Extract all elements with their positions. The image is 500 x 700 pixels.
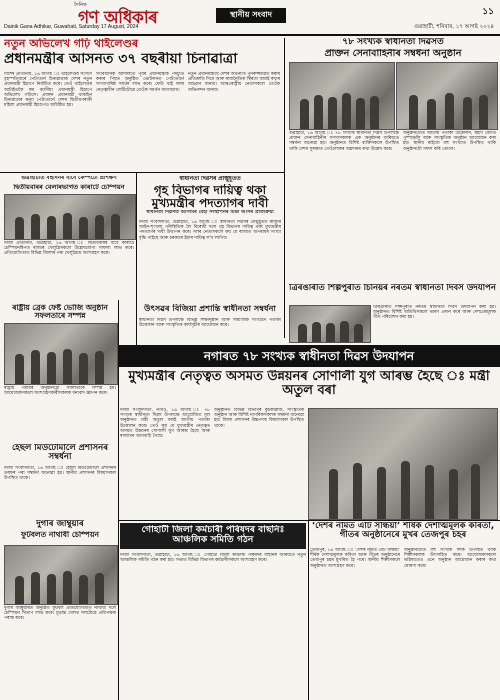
lead-kicker: নতুন অভিলেখ গঢ়ি থাইলেণ্ডৰ [4, 38, 139, 50]
durga-body: দুৰ্গাৰ জাম্বুয়াৰত অনুষ্ঠিত ফুটবল প্ৰতিযোগিতাত নাথাবী দলে চেম্পিয়ন খিতাপ লাভ কৰে। চূড়ান্ত খেলত দলটোৱে প্ৰতিপক্ষক পৰাস্ত কৰে। [4, 606, 116, 622]
cm-body-col2: অনুষ্ঠানত বিভিন্ন বিভাগৰ কুচকাৱাজ, সাংস্কৃতিক অনুষ্ঠান আৰু বিশিষ্ট নাগৰিকসকলক সম্বৰ্ধনা জনোৱা হয়। জিলা প্ৰশাসনৰ উচ্চপদস্থ বিষয়াসকল উপস্থিত থাকে। [214, 408, 304, 429]
cm-photo [308, 408, 498, 520]
ex-army-headline: প্ৰাক্তন সেনাবাহিনীৰ সম্বৰ্ধনা অনুষ্ঠান [324, 49, 462, 59]
home-dept-body: নিজা সংবাদদাতা, গুৱাহাটী, ১৬ আগষ্ট ঃ স্বাধীনতা দিৱসৰ প্ৰাক্মুহূৰ্তত ৰাজ্যৰ আইন-শৃংখলা পৰিস্থিতিক লৈ বিৰোধী দলে গৃহ বিভাগৰ দায়িত্ব থকা মুখ্যমন্ত্ৰীৰ পদত্যাগৰ দাবী উত্থাপন কৰে। দলৰ নেতাসকলে কয় যে ৰাজ্যত অপৰাধৰ সংখ্যা বৃদ্ধি পাইছে আৰু চৰকাৰে ইয়াৰ দায়িত্ব ল'ব লাগিব। [139, 220, 281, 241]
page-number: ১১ [482, 7, 494, 17]
home-dept-kicker: স্বাধীনতা দিৱসৰ প্ৰাক্মুহূৰ্তত [179, 176, 241, 182]
desh-body-col2: অনুষ্ঠানটোত বহু সংখ্যক দৰ্শক উপস্থিত থাকি শিল্পীসকলক উৎসাহিত কৰে। আয়োজকসকলে ভৱিষ্যতেও এনে অনুষ্ঠান আয়োজন কৰাৰ কথা ঘোষণা কৰে। [404, 548, 496, 569]
event-band-text: নগাৰত ৭৮ সংখ্যক স্বাধীনতা দিৱস উদযাপন [203, 349, 415, 363]
dateline-assamese: গুৱাহাটী, শনিবাৰ, ১৭ আগষ্ট ২০২৪ [414, 24, 494, 30]
section-label: স্থানীয় সংবাদ [216, 8, 286, 23]
lead-body-col2: সংবিধানিক আদালতে পূৰ্বৰ প্ৰধানমন্ত্ৰীক পদচ্যুত কৰাৰ পিছত অনুষ্ঠিত ভোটদানত পেটংতাৰ্নে সংখ্যাগৰিষ্ঠ সমৰ্থন লাভ কৰে। ফেউ থাই দলৰ নেতৃত্বাধীন জোঁটটোৱে তেওঁক সমৰ্থন আগবঢ়ায়। [96, 72, 184, 93]
home-dept-headline: গৃহ বিভাগৰ দায়িত্ব থকা মুখ্যমন্ত্ৰীৰ পদত্যাগৰ দাবী [151, 184, 269, 210]
guwahati-body: নিজা সংবাদদাতা, গুৱাহাটী, ১৬ আগষ্ট ঃ গোহাটী জিলা কৰ্মচাৰী পৰিষদৰ বাছনিৰ জৰিয়তে নতুন আঞ্চলিক সমিতি গঠন কৰা হয়। সভাত বিভিন্ন বিভাগৰ কৰ্মচাৰীসকলে অংশগ্ৰহণ কৰে। [120, 553, 306, 564]
ex-army-photo [289, 62, 395, 130]
cm-headline: মুখ্যমন্ত্ৰীৰ নেতৃত্বত অসমত উন্নয়নৰ সোণালী যুগ আৰম্ভ হৈছে ঃ মন্ত্ৰী অতুল বৰা [128, 370, 490, 398]
tricolour-body: ত্ৰিৰঙাৰীত শিল্পপুৰীত নৰতম স্বাধীনতা দিবস উদযাপন কৰা হয়। অনুষ্ঠানত বিশিষ্ট অতিথিসকলে ভাষণ প্ৰদান কৰে আৰু দেশপ্ৰেমমূলক গীত পৰিবেশন কৰা হয়। [373, 305, 496, 321]
national-photo [4, 323, 118, 385]
home-dept-subheadline: স্বাধীনতা দিৱসত আসামৰ বেহা সংস্থাপনৰ চিন্তা আসৰ প্ৰতিক্ৰিয়া [146, 210, 274, 215]
tricolour-headline: ত্ৰিৰঙাৰীত শিল্পপুৰীত চিনিয়ৰ নৰতম স্বাধীনতা দিবস উদযাপন [289, 284, 496, 293]
ex-army-body: গুৱাহাটী, ১৬ আগষ্ট ঃ ৭৮ সংখ্যক স্বাধীনতা দিৱস উপলক্ষে প্ৰাক্তন সেনাবাহিনীৰ সদস্যসকলক এক অনুষ্ঠানৰ জৰিয়তে সম্বৰ্ধনা জনোৱা হয়। অনুষ্ঠানত বিশিষ্ট ব্যক্তিসকলে উপস্থিত থাকি দেশৰ সুৰক্ষাত তেওঁলোকৰ অৱদানৰ কথা উল্লেখ কৰে। [289, 131, 399, 152]
hostel-headline: হেছল মিউটোমালৈ প্ৰশাসনৰ সম্বৰ্ধনা [11, 444, 108, 462]
karate-photo [4, 194, 136, 240]
column-divider-4 [308, 520, 309, 700]
durga-kicker: দুৰ্গাৰ জাম্বুয়াৰ [36, 520, 84, 529]
national-body: ৰাষ্ট্ৰীয় পৰ্যায়ৰ অনুষ্ঠানটো সফলতাৰে সম্পন্ন হয়। আয়োজকসকলে অংশগ্ৰহণকাৰীসকলক ধন্যবাদ জ্ঞাপন কৰে। [4, 386, 116, 397]
lead-body-col1: বিশেষ প্ৰতিনিধি, ১৬ আগষ্ট ঃ থাইলেণ্ডৰ সংসদে বৃহস্পতিবাৰে পেটংতাৰ্ন চিনাৱাত্ৰাক দেশৰ নতুন প্ৰধানমন্ত্ৰী হিচাপে নিৰ্বাচিত কৰে। তেওঁ থাইলেণ্ডৰ আটাইতকৈ কম বয়সীয়া প্ৰধানমন্ত্ৰী হিচাপে অভিলেখ গঢ়িলে। প্ৰাক্তন প্ৰধানমন্ত্ৰী থাকচিন চিনাৱাত্ৰাৰ কন্যা পেটংতাৰ্নে দেশৰ দ্বিতীয়গৰাকী মহিলা প্ৰধানমন্ত্ৰী হিচাপেও অধিষ্ঠিত হয়। [4, 72, 92, 109]
column-divider-3 [118, 300, 119, 700]
durga-photo [4, 545, 118, 605]
national-headline: ৰাষ্ট্ৰীয় ব্ৰেক ফেষ্ট ভোজি অনুষ্ঠান সফলতাৰে সম্পন্ন [12, 304, 108, 320]
masthead [0, 0, 500, 36]
column-divider-2 [136, 173, 137, 345]
section-rule [0, 172, 284, 173]
dateline-english: Dainik Gana Adhikar, Guwahati, Saturday 17 August, 2024 [4, 24, 139, 30]
durga-headline: ফুটবলত নাথাবী চেম্পিয়ন [21, 531, 99, 539]
event-band [118, 345, 500, 367]
tricolour-photo [289, 305, 371, 343]
guwahati-headline-box [120, 523, 306, 549]
mid-body: স্বাধীনতা দিৱস উপলক্ষে বিভিন্ন শিক্ষানুষ্ঠান আৰু সামাজিক সংগঠনে পতাকা উত্তোলন আৰু সাংস্কৃতিক কাৰ্যসূচীৰ আয়োজন কৰে। [139, 318, 281, 329]
ex-army-body-2: অনুষ্ঠানটোত জাতীয় পতাকা উত্তোলন, শ্বহীদ বেদীত পুষ্পাঞ্জলি আৰু সাংস্কৃতিক অনুষ্ঠান আয়োজন কৰা হয়। স্থানীয় ৰাইজে বহু সংখ্যাত উপস্থিত থাকি অনুষ্ঠানটো সফল কৰি তোলে। [403, 131, 496, 152]
column-divider [284, 38, 285, 338]
hostel-body: নিজা সংবাদদাতা, ১৬ আগষ্ট ঃ হেছল মিউটোমালৈ প্ৰশাসনৰ তৰফৰ পৰা সম্বৰ্ধনা জনোৱা হয়। স্থানীয় প্ৰশাসনৰ বিষয়াসকল উপস্থিত থাকে। [4, 466, 116, 482]
karate-kicker: গুৱাহাটীত বহুদিনৰ বাবে কেম্পটো প্ৰশিক্ষণ [21, 176, 117, 181]
karate-body: নিজা প্ৰতিনিধি, গুৱাহাটী, ১৬ আগষ্ট ঃ দ্বিতীয়বাৰৰ বাবে কাৰাটে চেম্পিয়নশ্বিপত ৰাজ্যৰ খেলুৱৈসকলে উল্লেখযোগ্য সাফল্য লাভ কৰে। প্ৰতিযোগিতাত বিভিন্ন জিলাৰ পৰা খেলুৱৈয়ে অংশগ্ৰহণ কৰে। [4, 241, 134, 257]
mid-headline: উৎসৱৰ বিজিয়া প্ৰশান্তি স্বাধীনতা সম্বৰ্ধনা [144, 304, 276, 313]
lead-headline: প্ৰধানমন্ত্ৰীৰ আসনত ৩৭ বছৰীয়া চিনাৱাত্ৰা [4, 52, 238, 67]
ex-army-photo-2 [396, 62, 498, 130]
guwahati-headline: গোহাটী জিলা কৰ্মচাৰী পৰিষদৰ বাছনিঃ আঞ্চলিক সমিতি গঠন [141, 525, 285, 545]
paper-logo: গণ অধিকাৰ [78, 8, 158, 28]
karate-headline: দ্বিতীয়বাৰৰ বেলাৰভাগত কাৰাটে চেম্পিয়ন [13, 184, 125, 191]
ex-army-kicker: ৭৮ সংখ্যক স্বাধীনতা দিৱসত [342, 38, 444, 47]
paper-small-title: দৈনিক [74, 2, 87, 8]
desh-headline: ‘দেশৰ নামত এটি সন্ধিয়া’ শীৰ্ষক দেশাত্মমূলক কৰিতা, গীতৰ অনুষ্ঠানেৰে মুখৰ তেজপুৰ চহৰ [311, 522, 495, 541]
lead-body-col3: নতুন প্ৰধানমন্ত্ৰীয়ে দেশৰ অৰ্থনীতি পুনৰুজ্জীৱিত কৰাৰ প্ৰতিশ্ৰুতি দিয়ে আৰু ৰাজনৈতিক স্থিৰতা বজাই ৰখাৰ আহ্বান জনায়। আন্তঃৰাষ্ট্ৰীয় নেতাসকলে তেওঁক অভিনন্দন জনায়। [188, 72, 280, 93]
section-rule-2 [118, 520, 500, 521]
cm-body-col1: নিজা সংবাদদাতা, নগাঁও, ১৬ আগষ্ট ঃ ৭৮ সংখ্যক স্বাধীনতা দিৱস উপলক্ষে আয়োজিত মূল অনুষ্ঠানত মন্ত্ৰী অতুল বৰাই জাতীয় পতাকা উত্তোলন কৰে। তেওঁ কয় যে মুখ্যমন্ত্ৰীৰ নেতৃত্বত অসমত উন্নয়নৰ সোণালী যুগ আৰম্ভ হৈছে আৰু ৰাজ্যখন আগবাঢ়ি গৈছে। [120, 408, 210, 439]
desh-body-col1: তেজপুৰ, ১৬ আগষ্ট ঃ ‘দেশৰ নামত এটি সন্ধিয়া’ শীৰ্ষক দেশাত্মমূলক কবিতা আৰু গীতৰ অনুষ্ঠানেৰে তেজপুৰ চহৰ মুখৰিত হৈ পৰে। স্থানীয় শিল্পীসকলে অনুষ্ঠানত অংশগ্ৰহণ কৰে। [310, 548, 400, 569]
